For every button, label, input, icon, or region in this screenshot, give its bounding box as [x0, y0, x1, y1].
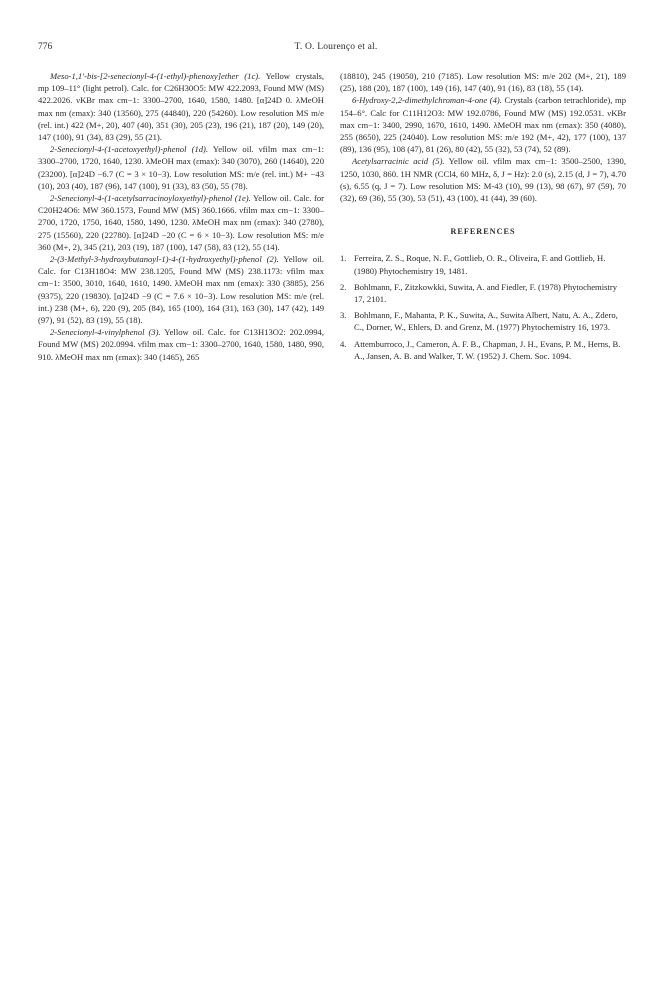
right-column [340, 70, 626, 366]
reference-number: 3. [340, 310, 347, 321]
compound-name: 6-Hydroxy-2,2-dimethylchroman-4-one (4). [352, 95, 502, 106]
compound-1c-paragraph [38, 70, 324, 143]
reference-number: 2. [340, 281, 347, 292]
left-column [38, 70, 324, 363]
compound-4-paragraph [340, 94, 626, 155]
reference-text: Attemburroco, J., Cameron, A. F. B., Chapman, J. H., Evans, P. M., Herns, B. A., Jansen, A. B. and Walker, T. W. (1952) J. Chem. Soc. 1094. [354, 338, 621, 361]
references-heading: REFERENCES [450, 227, 516, 237]
compound-data: Yellow oil. νfilm max cm−1: 3500–2500, 1390, 1250, 1030, 860. 1H NMR (CCl4, 60 MHz, δ, J = Hz): 2.0 (s), 2.15 (d, J = 7), 4.70 (s), 6.55 (q, J = 7). Low resolution MS: M-43 (10), 99 (13), 98 (67), 97 (59), 70 (32), 69 (36), 55 (30), 53 (51), 43 (100), 41 (44), 39 (60). [340, 156, 626, 204]
compound-name: 2-Senecionyl-4-(1-acetoxyethyl)-phenol (1d). [50, 144, 209, 155]
reference-item [340, 309, 626, 333]
reference-text: Bohlmann, F., Zitzkowkki, Suwita, A. and Fiedler, F. (1978) Phytochemistry 17, 2101. [354, 281, 617, 305]
compound-name: Meso-1,1′-bis-[2-senecionyl-4-(1-ethyl)-phenoxy]ether (1c). [50, 71, 261, 81]
compound-3-paragraph [38, 326, 324, 363]
reference-item [340, 252, 626, 276]
compound-1e-paragraph [38, 192, 324, 253]
compound-1d-paragraph [38, 143, 324, 192]
compound-2-paragraph [38, 253, 324, 326]
reference-item [340, 338, 626, 362]
compound-data: Yellow crystals, mp 109–11° (light petrol). Calc. for C26H30O5: MW 422.2093, Found MW (MS) 422.2026. νKBr max cm−1: 3300–2700, 1640, 1580, 1480. [α]24D 0. λMeOH max nm (εmax): 340 (13560), 275 (44840), 220 (54260). Low resolution MS m/e (rel. int.) 422 (M+, 20), 407 (40), 351 (30), 205 (23), 196 (21), 187 (20), 149 (20), 147 (100), 91 (34), 83 (29), 55 (21). [38, 71, 324, 143]
running-head: T. O. Lourenço et al. [294, 42, 378, 52]
compound-name: 2-(3-Methyl-3-hydroxybutanoyl-1)-4-(1-hydroxyethyl)-phenol (2). [50, 254, 279, 265]
reference-text: Bohlmann, F., Mahanta, P. K., Suwita, A., Suwita Albert, Natu, A. A., Zdero, C., Dorner, W., Ehlers, D. and Grenz, M. (1977) Phytochemistry 16, 1973. [354, 310, 618, 333]
compound-data: Yellow oil. νfilm max cm−1: 3300–2700, 1720, 1640, 1230. λMeOH max (εmax): 340 (3070), 260 (14640), 220 (23200). [α]24D −6.7 (C = 3 × 10−3). Low resolution MS: m/e (rel. int.) M+ −43 (10), 203 (40), 187 (96), 147 (100), 91 (33), 83 (50), 55 (78). [38, 144, 324, 191]
compound-data: Yellow oil. Calc. for C20H24O6: MW 360.1573, Found MW (MS) 360.1666. νfilm max cm−1: 3300–2700, 1720, 1750, 1640, 1580, 1490, 1230. λMeOH max nm (εmax): 340 (2780), 275 (15560), 220 (22780). [α]24D −20 (C = 6 × 10−3). Low resolution MS: m/e 360 (M+, 2), 345 (21), 203 (19), 187 (100), 147 (58), 83 (12), 55 (14). [38, 193, 324, 252]
page-number: 776 [38, 42, 53, 52]
compound-name: 2-Senecionyl-4-vinylphenol (3). [50, 327, 161, 338]
compound-name: 2-Senecionyl-4-(1-acetylsarracinoyloxyethyl)-phenol (1e). [50, 193, 251, 204]
reference-text: Ferreira, Z. S., Roque, N. F., Gottlieb, O. R., Oliveira, F. and Gottlieb, H. (1980) Phytochemistry 19, 1481. [354, 253, 606, 276]
compound-data: Crystals (carbon tetrachloride), mp 154–6°. Calc for C11H12O3: MW 192.0786, Found MW (MS) 192.0531. νKBr max cm−1: 3400, 2990, 1670, 1610, 1490. λMeOH max nm (εmax): 350 (4080), 255 (8650), 225 (24040). Low resolution MS: m/e 192 (M+, 42), 177 (100), 137 (89), 136 (95), 108 (47), 81 (26), 80 (42), 55 (32), 53 (74), 52 (89). [340, 95, 626, 155]
compound-data: Yellow oil. Calc. for C13H18O4: MW 238.1205, Found MW (MS) 238.1173: νfilm max cm−1: 3500, 3010, 1640, 1610, 1490. λMeOH max nm (εmax): 330 (3885), 256 (9375), 220 (19830). [α]24D −9 (C = 7.6 × 10−3). Low resolution MS: m/e (rel. int.) 238 (M+, 6), 220 (9), 205 (84), 165 (100), 164 (31), 163 (30), 147 (42), 149 (97), 91 (52), 83 (19), 55 (18). [38, 254, 324, 326]
compound-5-paragraph [340, 155, 626, 204]
compound-3-continuation: (18810), 245 (19050), 210 (7185). Low resolution MS: m/e 202 (M+, 21), 189 (25), 188 (20), 187 (100), 149 (16), 147 (40), 91 (16), 83 (18), 55 (14). [340, 71, 626, 94]
reference-item [340, 281, 626, 305]
compound-name: Acetylsarracinic acid (5). [352, 156, 445, 167]
reference-number: 1. [340, 253, 347, 264]
reference-number: 4. [340, 338, 347, 349]
compound-data: Yellow oil. Calc. for C13H13O2: 202.0994, Found MW (MS) 202.0994. νfilm max cm−1: 3300–2700, 1640, 1580, 1480, 990, 910. λMeOH max nm (εmax): 340 (1465), 265 [38, 327, 324, 362]
